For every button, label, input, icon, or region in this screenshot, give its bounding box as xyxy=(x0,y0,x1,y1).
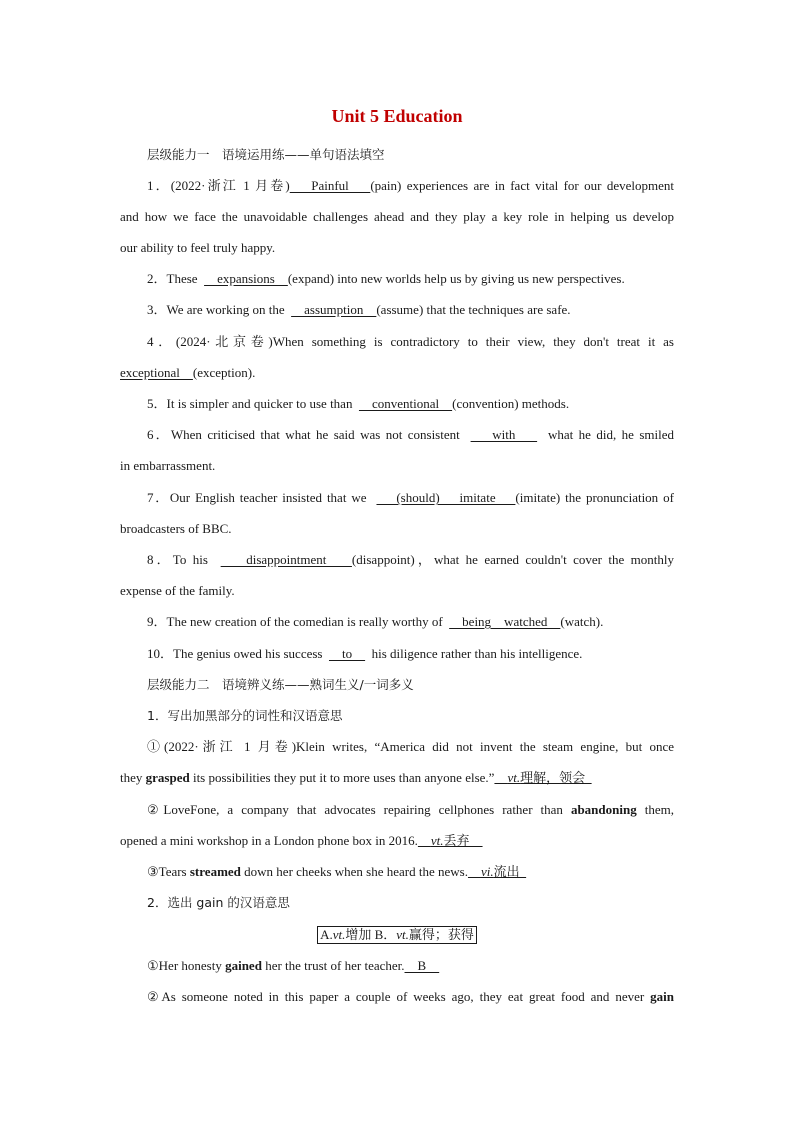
question-7 xyxy=(147,488,674,508)
question-1 xyxy=(147,176,674,196)
question-8 xyxy=(147,550,674,570)
options-line xyxy=(0,925,794,945)
item-text: its possibilities they put it to more uses than anyone else.” xyxy=(189,770,495,785)
part-1-item-2 xyxy=(147,800,674,820)
part-2-item-2 xyxy=(147,987,674,1007)
question-3 xyxy=(147,300,674,320)
part-2-heading: 2．选出 gain 的汉语意思 xyxy=(147,895,290,910)
section-heading-1: 层级能力一 语境运用练——单句语法填空 xyxy=(147,147,385,162)
bold-word: grasped xyxy=(145,770,190,785)
question-number: 7． xyxy=(147,490,170,505)
question-source: (2022·浙江 1 月卷) xyxy=(170,178,290,193)
question-number: 2． xyxy=(147,271,167,286)
answer-blank: exceptional xyxy=(120,365,193,380)
bold-word: abandoning xyxy=(570,802,637,817)
question-text: (imitate) the pronunciation of xyxy=(515,490,674,505)
part-1-item-3 xyxy=(147,862,674,882)
question-5 xyxy=(147,394,674,414)
item-text: ③Tears xyxy=(147,864,190,879)
answer-blank: with xyxy=(470,427,538,442)
question-text: To his xyxy=(172,552,221,567)
question-number: 1． xyxy=(147,178,171,193)
option-a-meaning: 增加 xyxy=(345,927,372,942)
question-text: (exception). xyxy=(192,365,256,380)
answer-blank: to xyxy=(328,646,366,661)
question-text: (expand) into new worlds help us by giving us new perspectives. xyxy=(287,271,625,286)
question-text: his diligence rather than his intelligence. xyxy=(365,646,583,661)
question-text: what he did, he smiled xyxy=(537,427,674,442)
answer-blank: conventional xyxy=(358,396,453,411)
item-text: them, xyxy=(636,802,674,817)
part-2-item-1 xyxy=(147,956,674,976)
question-number: 4． xyxy=(147,334,176,349)
question-text: These xyxy=(166,271,205,286)
section-heading-2: 层级能力二 语境辨义练——熟词生义/一词多义 xyxy=(147,677,414,692)
question-number: 8． xyxy=(147,552,173,567)
question-text: The new creation of the comedian is really worthy of xyxy=(166,614,450,629)
part-1-item-2-line-2 xyxy=(120,831,674,851)
question-8-line-2: expense of the family. xyxy=(120,583,235,598)
answer-pos: vt. xyxy=(430,833,444,848)
question-1-line-2: and how we face the unavoidable challenges ahead and they play a key role in helping us develop xyxy=(120,209,674,224)
item-text: opened a mini workshop in a London phone box in 2016. xyxy=(120,833,418,848)
question-text: (pain) experiences are in fact vital for our development xyxy=(370,178,674,193)
question-number: 3． xyxy=(147,302,167,317)
answer-meaning: 理解，领会 xyxy=(520,770,592,785)
part-1-item-1-line-2 xyxy=(120,768,674,788)
question-6-line-2: in embarrassment. xyxy=(120,458,216,473)
answer-blank xyxy=(418,833,483,848)
item-text: ②As someone noted in this paper a couple of weeks ago, they eat great food and never xyxy=(147,989,651,1004)
question-text: (convention) methods. xyxy=(452,396,570,411)
question-text: (disappoint)，what he earned couldn't cover the monthly xyxy=(351,552,674,567)
question-number: 10． xyxy=(147,646,174,661)
item-text: ①Her honesty xyxy=(147,958,226,973)
question-10 xyxy=(147,644,674,664)
question-1-line-3: our ability to feel truly happy. xyxy=(120,240,276,255)
question-4-line-2 xyxy=(120,363,674,383)
option-a-letter: A. xyxy=(320,927,333,942)
option-b-pos: vt. xyxy=(396,927,409,942)
bold-word: streamed xyxy=(189,864,241,879)
answer-blank: (should) imitate xyxy=(376,490,516,505)
options-box xyxy=(317,926,477,944)
part-1-heading: 1．写出加黑部分的词性和汉语意思 xyxy=(147,708,343,723)
answer-blank: B xyxy=(404,958,440,973)
answer-meaning: 流出 xyxy=(493,864,527,879)
answer-blank: assumption xyxy=(291,302,377,317)
question-9 xyxy=(147,612,674,632)
bold-word: gain xyxy=(650,989,674,1004)
answer-blank xyxy=(494,770,591,785)
question-text: The genius owed his success xyxy=(173,646,329,661)
bold-word: gained xyxy=(225,958,262,973)
question-number: 6． xyxy=(147,427,171,442)
question-text: It is simpler and quicker to use than xyxy=(166,396,359,411)
question-number: 9． xyxy=(147,614,167,629)
option-b-letter: B． xyxy=(374,927,397,942)
question-2 xyxy=(147,269,674,289)
answer-blank: expansions xyxy=(204,271,288,286)
part-1-item-1: ①(2022·浙江 1 月卷)Klein writes, “America did not invent the steam engine, but once xyxy=(147,739,674,754)
question-4 xyxy=(147,332,674,352)
item-text: down her cheeks when she heard the news. xyxy=(240,864,468,879)
question-6 xyxy=(147,425,674,445)
option-a-pos: vt. xyxy=(332,927,346,942)
question-7-line-2: broadcasters of BBC. xyxy=(120,521,232,536)
answer-pos: vt. xyxy=(507,770,521,785)
question-text: (watch). xyxy=(560,614,604,629)
answer-blank: disappointment xyxy=(220,552,352,567)
answer-blank: Painful xyxy=(289,178,371,193)
item-text: ②LoveFone, a company that advocates repairing cellphones rather than xyxy=(147,802,571,817)
answer-meaning: 丢弃 xyxy=(443,833,483,848)
item-text: they xyxy=(120,770,146,785)
option-b-meaning: 赢得；获得 xyxy=(408,927,474,942)
question-text: (assume) that the techniques are safe. xyxy=(376,302,571,317)
question-text: We are working on the xyxy=(166,302,292,317)
answer-blank: being watched xyxy=(449,614,561,629)
question-text: When criticised that what he said was not consistent xyxy=(170,427,471,442)
question-text: Our English teacher insisted that we xyxy=(169,490,377,505)
answer-pos: vi. xyxy=(480,864,494,879)
question-text: (2024·北京卷)When something is contradictory to their view, they don't treat it as xyxy=(175,334,674,349)
question-number: 5． xyxy=(147,396,167,411)
page-title: Unit 5 Education xyxy=(331,106,463,126)
answer-blank xyxy=(468,864,526,879)
item-text: her the trust of her teacher. xyxy=(261,958,405,973)
